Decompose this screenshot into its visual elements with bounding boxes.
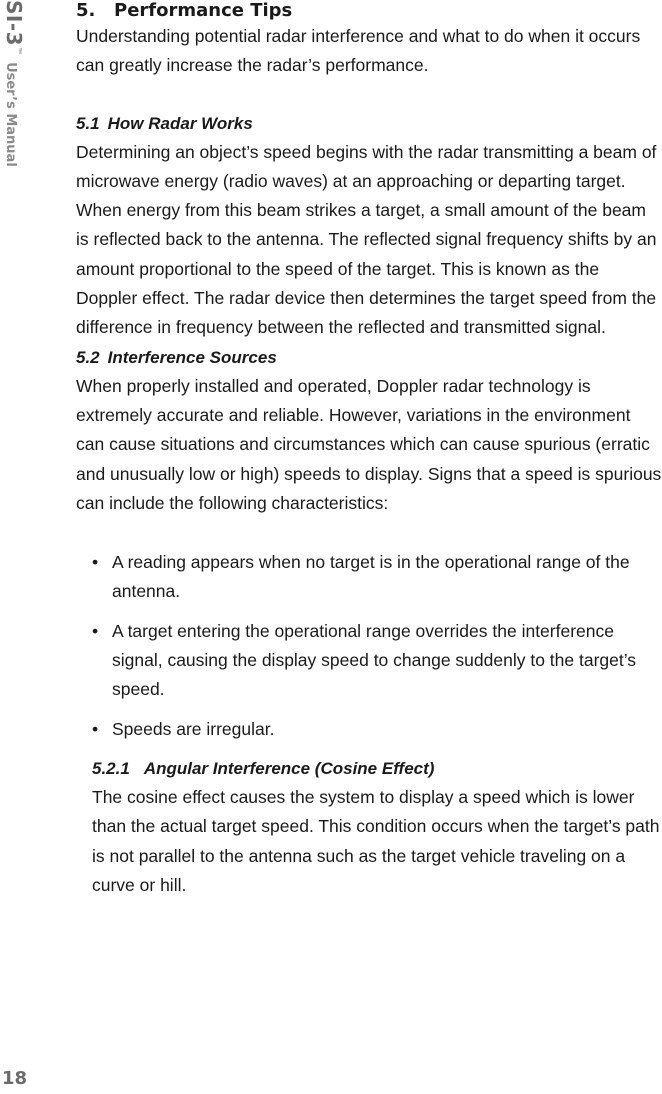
manual-subtitle: User’s Manual (3, 62, 18, 167)
list-item (76, 548, 662, 607)
product-name: SI-3 (2, 0, 26, 47)
subsubsection (76, 754, 662, 900)
section-title: Performance Tips (114, 0, 293, 21)
subsection-heading (76, 343, 662, 372)
subsubsection-title: Angular Interference (Cosine Effect) (143, 758, 435, 778)
subsubsection-heading (92, 754, 662, 783)
subsection-number: 5.2 (76, 347, 100, 367)
page-number: 18 (2, 1068, 28, 1089)
section-number: 5. (76, 0, 96, 21)
page-content (76, 0, 662, 900)
subsection-heading (76, 109, 662, 138)
section-intro: Understanding potential radar interference and what to do when it occurs can greatly increase the radar’s performance. (76, 26, 641, 76)
subsection-number: 5.1 (76, 113, 100, 133)
trademark-mark: ™ (15, 47, 22, 55)
bullet-icon: • (92, 552, 99, 573)
list-item-text: A reading appears when no target is in the operational range of the antenna. (112, 552, 630, 602)
subsection-body: Determining an object’s speed begins with the radar transmitting a beam of microwave energy (radio waves) at an approaching or departing target. When energy from this beam strikes a target, a small amount of the beam is reflected back to the antenna. The reflected signal frequency shifts by an amount proportional to the speed of the target. This is known as the Doppler effect. The radar device then determines the target speed from the difference in frequency between the reflected and transmitted signal. (76, 141, 657, 338)
characteristics-list (76, 548, 662, 744)
section-heading (76, 0, 662, 22)
list-item-text: Speeds are irregular. (112, 718, 275, 739)
subsection-body: When properly installed and operated, Doppler radar technology is extremely accurate and reliable. However, variations in the environment can cause situations and circumstances which can cause spurious (erratic and unusually low or high) speeds to display. Signs that a speed is spurious can include the following characteristics: (76, 375, 662, 513)
subsubsection-number: 5.2.1 (92, 758, 130, 778)
list-item (76, 617, 662, 705)
subsection-title: Interference Sources (107, 347, 277, 367)
subsection-title: How Radar Works (107, 113, 253, 133)
list-item (76, 715, 662, 744)
subsubsection-body: The cosine effect causes the system to display a speed which is lower than the actual target speed. This condition occurs when the target’s path is not parallel to the antenna such as the target vehicle traveling on a curve or hill. (92, 786, 660, 895)
bullet-icon: • (92, 718, 99, 739)
list-item-text: A target entering the operational range overrides the interference signal, causing the display speed to change suddenly to the target’s speed. (112, 620, 637, 700)
running-header (0, 0, 26, 170)
bullet-icon: • (92, 620, 99, 641)
